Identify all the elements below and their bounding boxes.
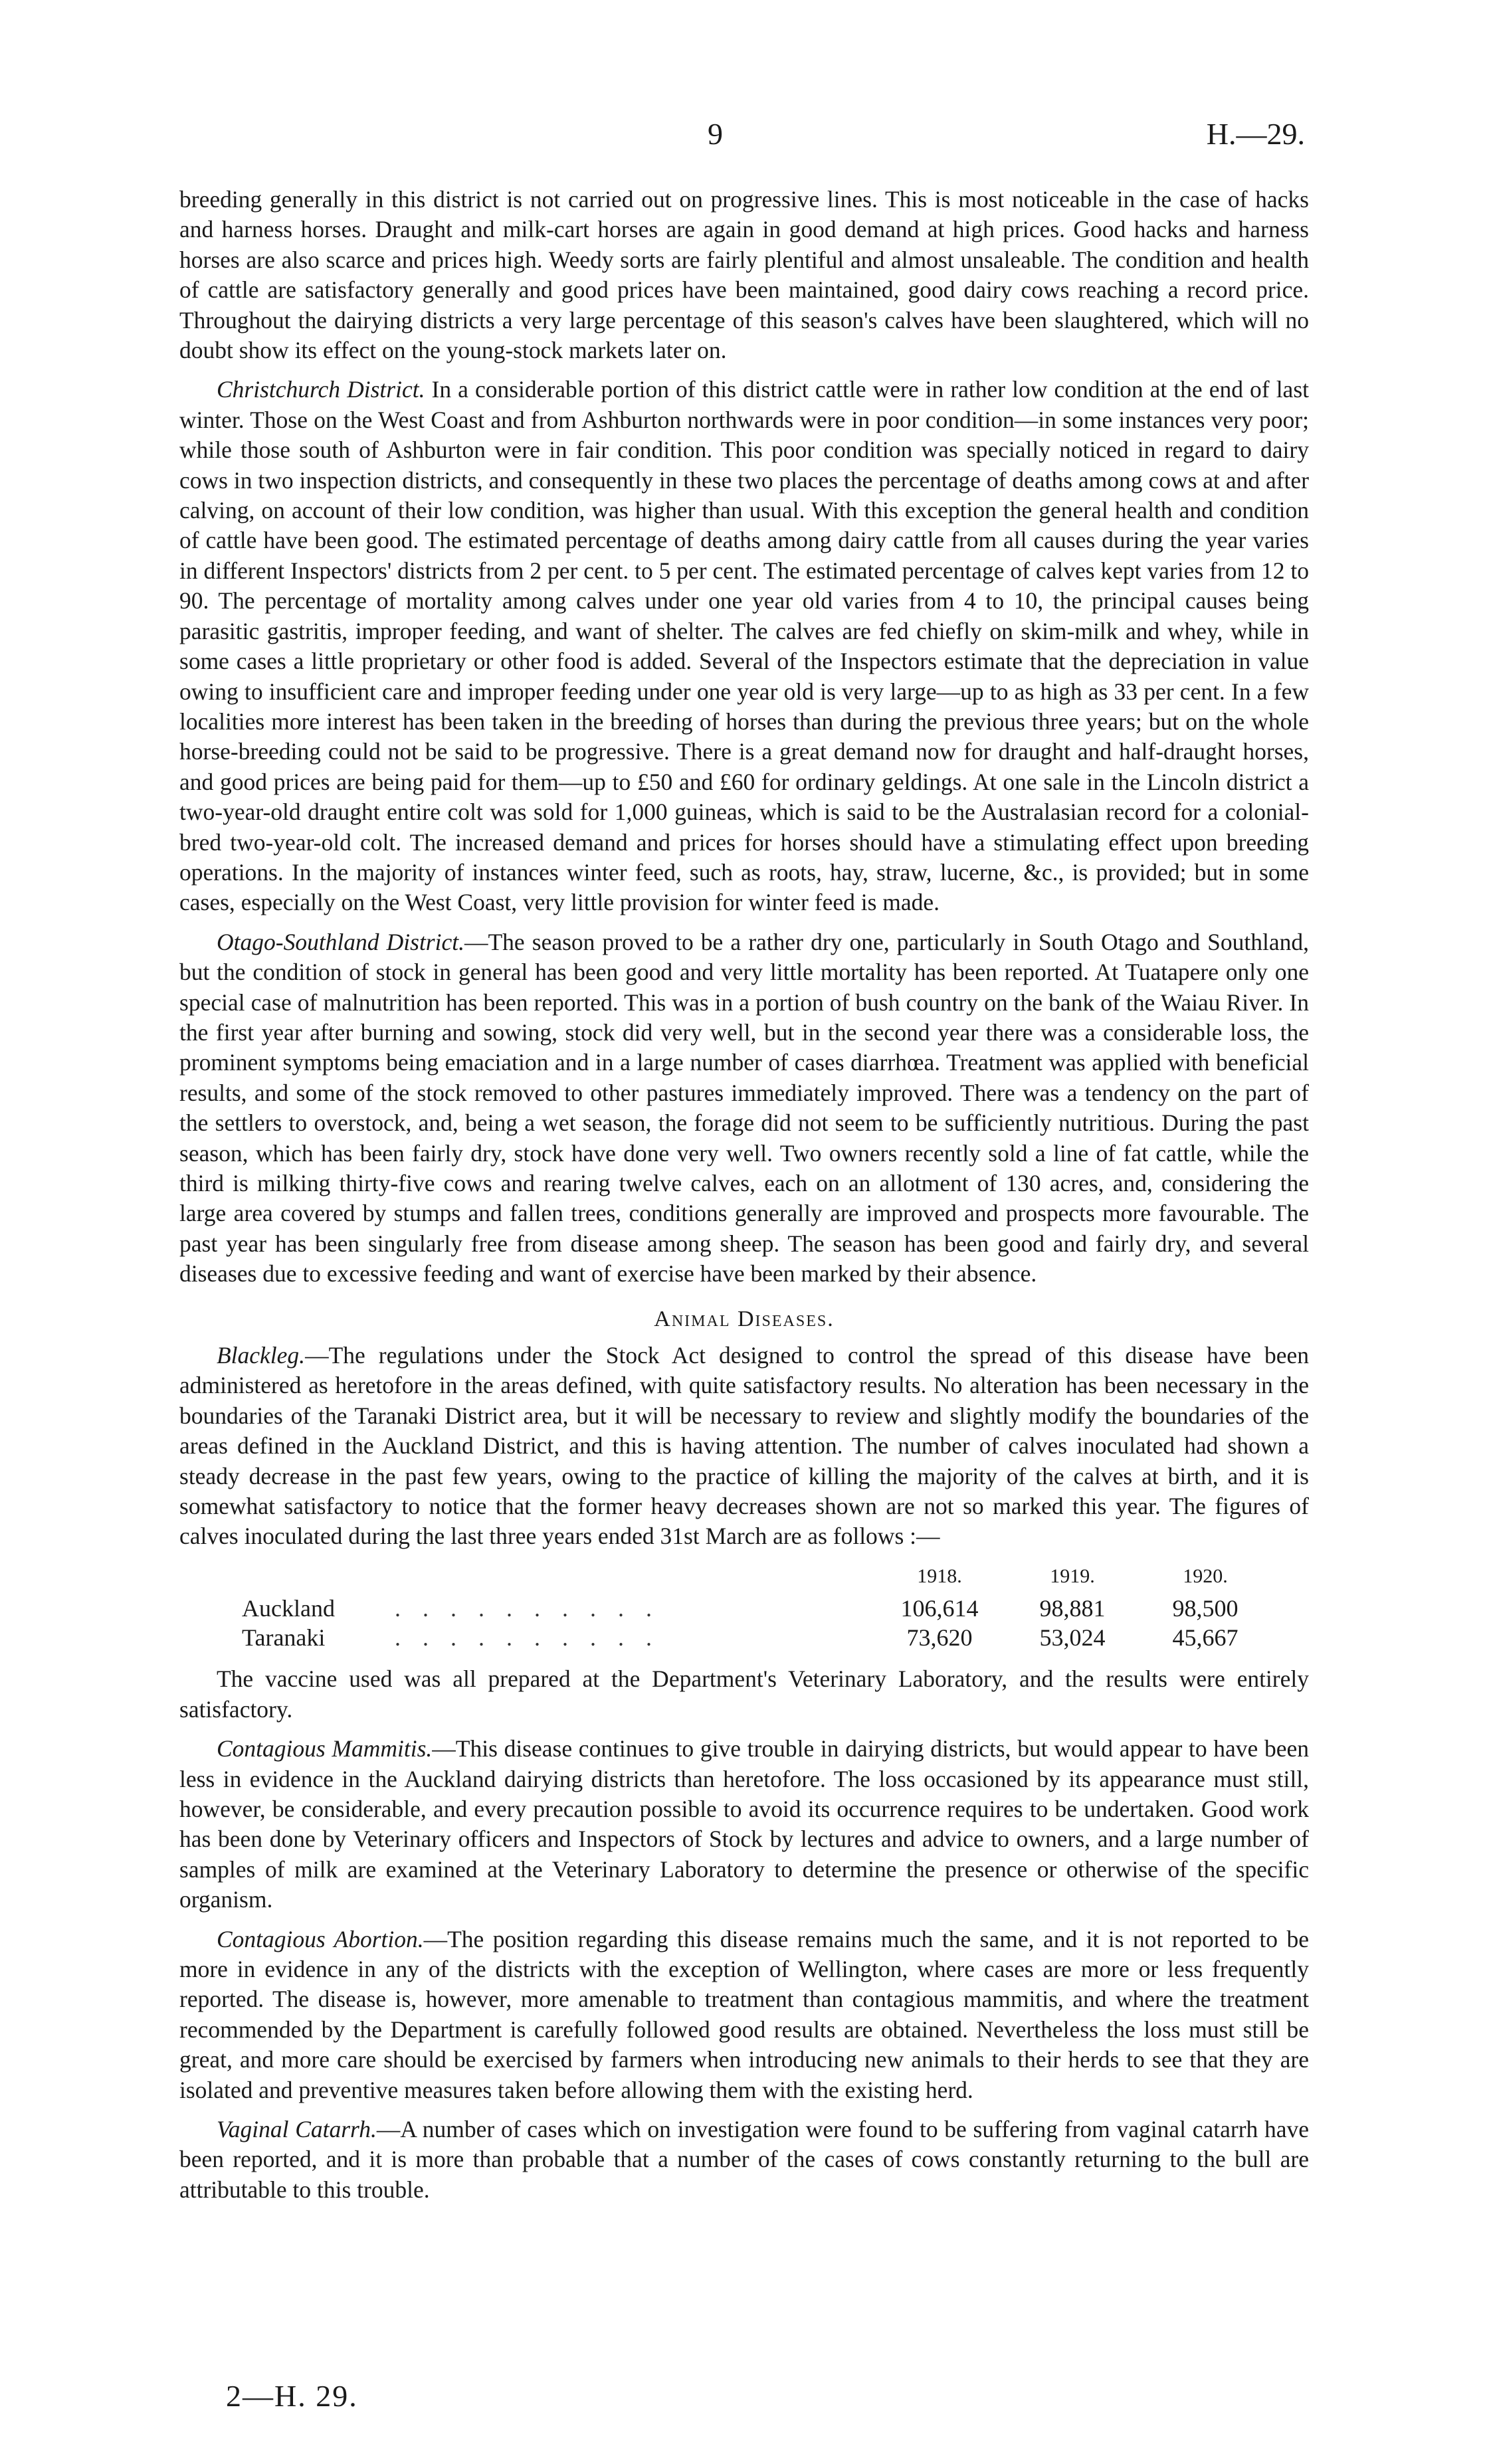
leader-dots: . . . . . . . . . . <box>395 1624 660 1652</box>
paragraph-contagious-mammitis <box>179 1734 1309 1915</box>
paragraph-otago-southland <box>179 927 1309 1289</box>
value-cell: 73,620 <box>906 1624 973 1652</box>
value-cell: 106,614 <box>900 1595 979 1622</box>
table-row <box>242 1594 1272 1623</box>
paragraph-contagious-abortion <box>179 1925 1309 2105</box>
district-name: Taranaki <box>242 1624 326 1652</box>
abortion-lead: Contagious Abortion. <box>217 1925 424 1952</box>
value-cell: 98,881 <box>1039 1595 1106 1622</box>
abortion-text: —The position regarding this disease remains much the same, and it is not reported to be more in evidence in any of the districts with the exception of Wellington, where cases are more or less frequently reported. The disease is, however, more amenable to treatment than contagious mammitis, and where the treatment recommended by the Department is carefully followed good results are obtained. Nevertheless the loss must still be great, and more care should be exercised by farmers when introducing new animals to their herds to see that they are isolated and preventive measures taken before allowing them with the existing herd. <box>179 1925 1309 2103</box>
paragraph-vaccine: The vaccine used was all prepared at the Department's Veterinary Laboratory, and the results were entirely satisfactory. <box>179 1665 1309 1723</box>
value-cell: 45,667 <box>1172 1624 1239 1652</box>
paragraph-breeding: breeding generally in this district is not carried out on progressive lines. This is most noticeable in the case of hacks and harness horses. Draught and milk-cart horses are again in good demand at high prices. Good hacks and harness horses are also scarce and prices high. Weedy sorts are fairly plentiful and almost unsaleable. The condition and health of cattle are satisfactory generally and good prices have been maintained, good dairy cows reaching a record price. Throughout the dairying districts a very large percentage of this season's calves have been slaughtered, which will no doubt show its effect on the young-stock markets later on. <box>179 186 1309 364</box>
otago-southland-lead: Otago-Southland District. <box>217 928 464 955</box>
otago-southland-text: —The season proved to be a rather dry one, particularly in South Otago and Southland, but the condition of stock in general has been good and very little mortality has been reported. At Tuatapere only one special case of malnutrition has been reported. This was in a portion of bush country on the bank of the Waiau River. In the first year after burning and sowing, stock did very well, but in the second year there was a considerable loss, the prominent symptoms being emaciation and in a large number of cases diarrhœa. Treatment was applied with beneficial results, and some of the stock removed to other pastures immediately improved. There was a tendency on the part of the settlers to overstock, and, being a wet season, the forage did not seem to be sufficiently nutritious. During the past season, which has been fairly dry, stock have done very well. Two owners recently sold a line of fat cattle, while the third is milking thirty-five cows and rearing twelve calves, each on an allotment of 130 acres, and, considering the large area covered by stumps and fallen trees, conditions generally are improved and prospects more favourable. The past year has been singularly free from disease among sheep. The season has been good and fairly dry, and several diseases due to excessive feeding and want of exercise have been marked by their absence. <box>179 928 1309 1287</box>
blackleg-lead: Blackleg. <box>217 1342 306 1369</box>
christchurch-lead: Christchurch District. <box>217 376 425 403</box>
mammitis-lead: Contagious Mammitis. <box>217 1735 433 1762</box>
paragraph-blackleg <box>179 1341 1309 1552</box>
footer-signature-ref: 2—H. 29. <box>226 2379 358 2413</box>
table-header-row <box>242 1561 1272 1594</box>
value-cell: 53,024 <box>1039 1624 1106 1652</box>
catarrh-text: —A number of cases which on investigation were found to be suffering from vaginal catarrh have been reported, and it is more than probable that a number of the cases of cows constantly returning to the bull are attributable to this trouble. <box>179 2115 1310 2203</box>
calves-inoculated-table <box>242 1561 1272 1652</box>
document-reference: H.—29. <box>1206 117 1305 151</box>
year-1918-header: 1918. <box>917 1564 962 1587</box>
value-cell: 98,500 <box>1172 1595 1239 1622</box>
document-body <box>179 185 1309 2214</box>
blackleg-text: —The regulations under the Stock Act designed to control the spread of this disease have been administered as heretofore in the areas defined, with quite satisfactory results. No alteration has been necessary in the boundaries of the Taranaki District area, but it will be necessary to review and slightly modify the boundaries of the areas defined in the Auckland District, and this is having attention. The number of calves inoculated had shown a steady decrease in the past few years, owing to the practice of killing the majority of the calves at birth, and it is somewhat satisfactory to notice that the former heavy decreases shown are not so marked this year. The figures of calves inoculated during the last three years ended 31st March are as follows :— <box>179 1342 1309 1550</box>
paragraph-vaginal-catarrh <box>179 2115 1309 2205</box>
year-1919-header: 1919. <box>1050 1564 1095 1587</box>
leader-dots: . . . . . . . . . . <box>395 1595 660 1622</box>
table-row <box>242 1623 1272 1652</box>
section-heading-animal-diseases: Animal Diseases. <box>654 1306 835 1331</box>
paragraph-christchurch <box>179 375 1309 917</box>
district-name: Auckland <box>242 1595 335 1622</box>
catarrh-lead: Vaginal Catarrh. <box>217 2115 377 2142</box>
year-1920-header: 1920. <box>1183 1564 1228 1587</box>
christchurch-text: In a considerable portion of this district cattle were in rather low condition at the end of last winter. Those on the West Coast and from Ashburton northwards were in poor condition—in some instances very poor; while those south of Ashburton were in fair condition. This poor condition was specially noticed in regard to dairy cows in two inspection districts, and consequently in these two places the percentage of deaths among cows at and after calving, on account of their low condition, was higher than usual. With this exception the general health and condition of cattle have been good. The estimated percentage of deaths among dairy cattle from all causes during the year varies in different Inspectors' districts from 2 per cent. to 5 per cent. The estimated percentage of calves kept varies from 12 to 90. The percentage of mortality among calves under one year old varies from 4 to 10, the principal causes being parasitic gastritis, improper feeding, and want of shelter. The calves are fed chiefly on skim-milk and whey, while in some cases a little proprietary or other food is added. Several of the Inspectors estimate that the depreciation in value owing to insufficient care and improper feeding under one year old is very large—up to as high as 33 per cent. In a few localities more interest has been taken in the breeding of horses than during the previous three years; but on the whole horse-breeding could not be said to be progressive. There is a great demand now for draught and half-draught horses, and good prices are being paid for them—up to £50 and £60 for ordinary geldings. At one sale in the Lincoln district a two-year-old draught entire colt was sold for 1,000 guineas, which is said to be the Australasian record for a colonial-bred two-year-old colt. The increased demand and prices for horses should have a stimulating effect upon breeding operations. In the majority of instances winter feed, such as roots, hay, straw, lucerne, &c., is provided; but in some cases, especially on the West Coast, very little provision for winter feed is made. <box>179 376 1309 916</box>
mammitis-text: —This disease continues to give trouble in dairying districts, but would appear to have been less in evidence in the Auckland dairying districts than heretofore. The loss occasioned by its appearance must still, however, be considerable, and every precaution possible to avoid its occurrence requires to be undertaken. Good work has been done by Veterinary officers and Inspectors of Stock by lectures and advice to owners, and a large number of samples of milk are examined at the Veterinary Laboratory to determine the presence or otherwise of the specific organism. <box>179 1735 1309 1913</box>
page-number: 9 <box>708 117 723 151</box>
